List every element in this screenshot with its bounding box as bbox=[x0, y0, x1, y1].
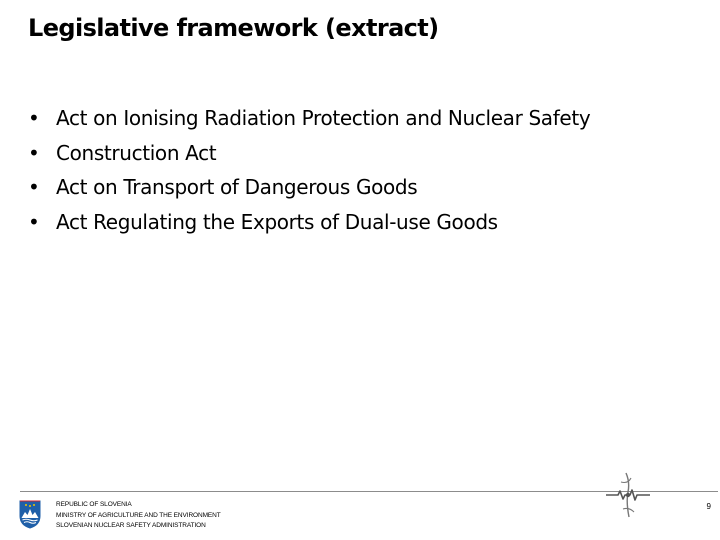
page-number: 9 bbox=[706, 502, 711, 511]
slovenian-coat-of-arms-icon bbox=[18, 499, 42, 529]
nuclear-safety-administration-logo-icon bbox=[604, 470, 652, 520]
footer-institution bbox=[56, 500, 221, 532]
list-item bbox=[28, 175, 590, 210]
list-item bbox=[28, 210, 590, 245]
slide-title: Legislative framework (extract) bbox=[28, 14, 439, 42]
footer-agency: SLOVENIAN NUCLEAR SAFETY ADMINISTRATION bbox=[56, 522, 206, 529]
bullet-text: Act on Transport of Dangerous Goods bbox=[56, 175, 418, 199]
list-item bbox=[28, 106, 590, 141]
bullet-marker: • bbox=[28, 106, 40, 130]
bullet-text: Act on Ionising Radiation Protection and Nuclear Safety bbox=[56, 106, 591, 130]
bullet-text: Construction Act bbox=[56, 140, 217, 165]
bullet-marker: • bbox=[28, 140, 40, 165]
bullet-text: Act Regulating the Exports of Dual-use Goods bbox=[56, 209, 498, 234]
footer-ministry: MINISTRY OF AGRICULTURE AND THE ENVIRONMENT bbox=[56, 511, 221, 519]
bullet-list bbox=[28, 106, 590, 244]
footer-country: REPUBLIC OF SLOVENIA bbox=[56, 501, 132, 508]
bullet-marker: • bbox=[28, 209, 40, 234]
bullet-marker: • bbox=[28, 175, 40, 199]
list-item bbox=[28, 141, 590, 176]
